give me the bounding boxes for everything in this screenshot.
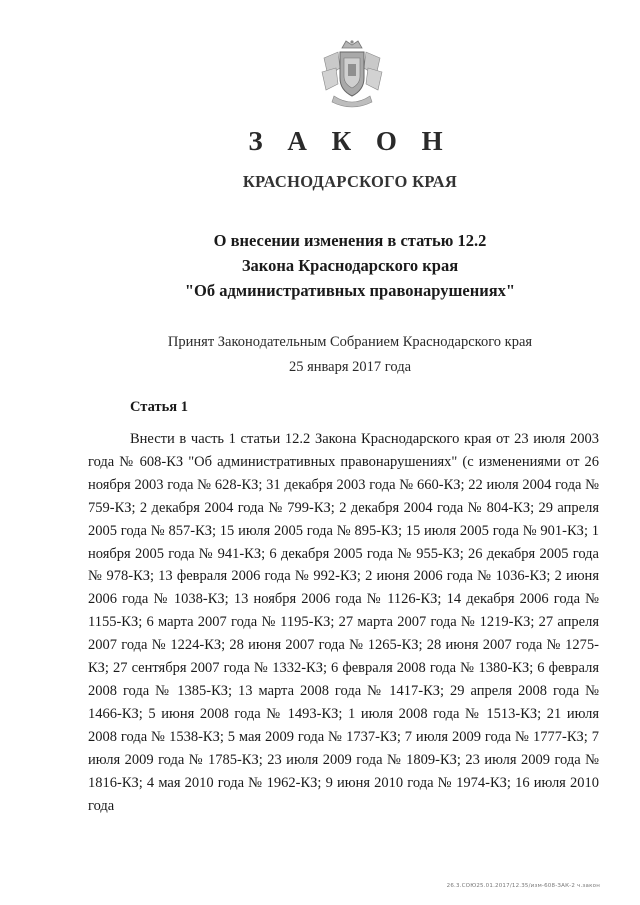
subject-line-3: "Об административных правонарушениях" [184,281,516,300]
document-code: 26.3.СОЮ25.01.2017/12.35/изм-608-ЗАК-2 ч.закон [446,883,600,889]
article-paragraph: Внести в часть 1 статьи 12.2 Закона Краснодарского края от 23 июля 2003 года № 608-КЗ "Об административных правонарушениях" (с изменениями от 26 ноября 2003 года № 628-КЗ; 31 декабря 2003 года № 660-КЗ; 22 июля 2004 года № 759-КЗ; 2 декабря 2004 года № 799-КЗ; 2 декабря 2004 года № 804-КЗ; 29 апреля 2005 года № 857-КЗ; 15 июля 2005 года № 895-КЗ; 15 июля 2005 года № 901-КЗ; 1 ноября 2005 года № 941-КЗ; 6 декабря 2005 года № 955-КЗ; 26 декабря 2005 года № 978-КЗ; 13 февраля 2006 года № 992-КЗ; 2 июня 2006 года № 1036-КЗ; 2 июня 2006 года № 1038-КЗ; 13 ноября 2006 года № 1126-КЗ; 14 декабря 2006 года № 1155-КЗ; 6 марта 2007 года № 1195-КЗ; 27 марта 2007 года № 1219-КЗ; 27 апреля 2007 года № 1224-КЗ; 28 июня 2007 года № 1265-КЗ; 28 июня 2007 года № 1275-КЗ; 27 сентября 2007 года № 1332-КЗ; 6 февраля 2008 года № 1380-КЗ; 6 февраля 2008 года № 1385-КЗ; 13 марта 2008 года № 1417-КЗ; 29 апреля 2008 года № 1466-КЗ; 5 июня 2008 года № 1493-КЗ; 1 июля 2008 года № 1513-КЗ; 21 июля 2008 года № 1538-КЗ; 5 мая 2009 года № 1737-КЗ; 7 июля 2009 года № 1777-КЗ; 7 июля 2009 года № 1785-КЗ; 23 июля 2009 года № 1809-КЗ; 23 июля 2009 года № 1816-КЗ; 4 мая 2010 года № 1962-КЗ; 9 июня 2010 года № 1974-КЗ; 16 июля 2010 года [88,431,599,814]
law-title: З А К О Н [248,126,452,156]
coat-of-arms-icon [318,38,386,110]
law-subject [0,228,640,303]
adoption-info [0,330,640,380]
article-body [88,428,599,817]
adopted-by: Принят Законодательным Собранием Краснодарского края [167,334,533,350]
subject-line-1: О внесении изменения в статью 12.2 [213,231,487,250]
adoption-date: 25 января 2017 года [288,359,412,375]
article-heading: Статья 1 [130,399,188,415]
subject-line-2: Закона Краснодарского края [241,256,459,275]
region-title: КРАСНОДАРСКОГО КРАЯ [242,172,458,191]
